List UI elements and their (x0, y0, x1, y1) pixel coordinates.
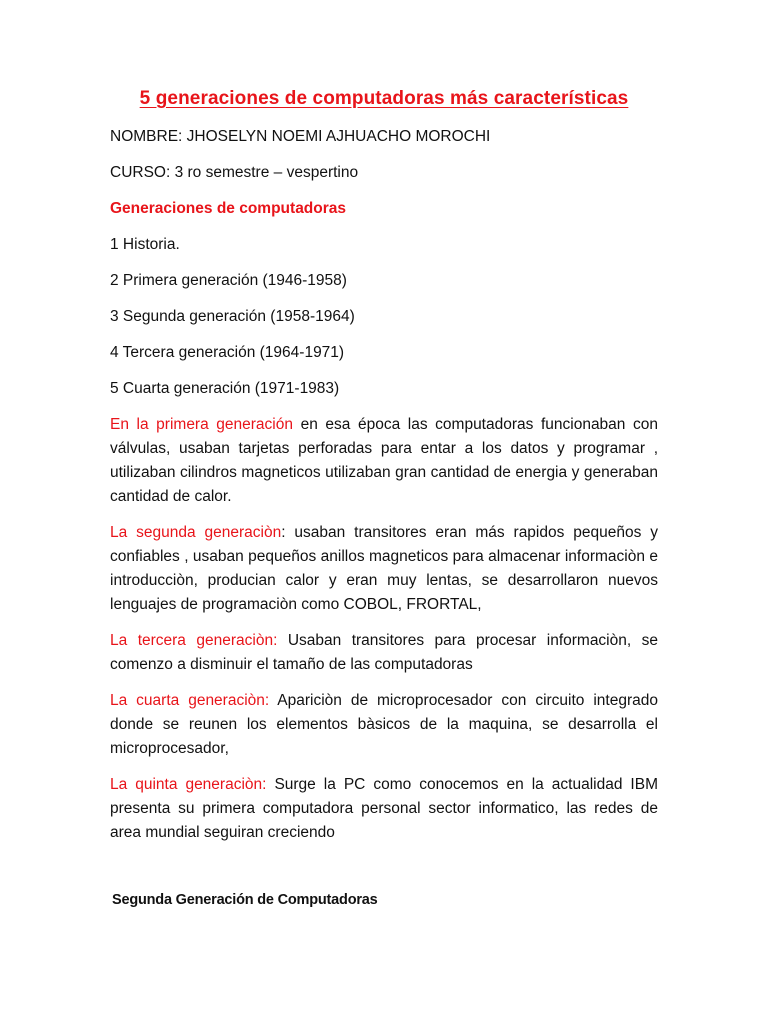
paragraph-lead: La cuarta generaciòn: (110, 692, 270, 709)
paragraph-first-generation (110, 413, 658, 509)
student-name: NOMBRE: JHOSELYN NOEMI AJHUACHO MOROCHI (110, 128, 491, 145)
index-item: 3 Segunda generación (1958-1964) (110, 308, 355, 325)
paragraph-body: Surge la PC como conocemos en la actualidad IBM presenta su primera computadora personal sector informatico, las redes de area mundial seguiran creciendo (110, 776, 658, 841)
course-info: CURSO: 3 ro semestre – vespertino (110, 164, 359, 181)
index-item: 4 Tercera generación (1964-1971) (110, 344, 345, 361)
paragraph-lead: La segunda generaciòn (110, 524, 282, 541)
index-item: 1 Historia. (110, 236, 180, 253)
document-title: 5 generaciones de computadoras más características (139, 88, 629, 109)
paragraph-fifth-generation (110, 773, 658, 845)
section-heading: Generaciones de computadoras (110, 200, 347, 217)
paragraph-lead: La quinta generaciòn: (110, 776, 267, 793)
index-item: 2 Primera generación (1946-1958) (110, 272, 347, 289)
paragraph-fourth-generation (110, 689, 658, 761)
paragraph-body: en esa época las computadoras funcionaban con válvulas, usaban tarjetas perforadas para entar a los datos y programar , utilizaban cilindros magneticos utilizaban gran cantidad de energia y generaban cantidad de calor. (110, 416, 658, 505)
footer-heading: Segunda Generación de Computadoras (112, 892, 378, 908)
paragraph-lead: La tercera generaciòn: (110, 632, 278, 649)
paragraph-body: Usaban transitores para procesar informaciòn, se comenzo a disminuir el tamaño de las computadoras (110, 632, 658, 673)
paragraph-second-generation (110, 521, 658, 617)
paragraph-body: Apariciòn de microprocesador con circuito integrado donde se reunen los elementos bàsicos de la maquina, se desarrolla el microprocesador, (110, 692, 658, 757)
paragraph-lead: En la primera generación (110, 416, 293, 433)
paragraph-body: : usaban transitores eran más rapidos pequeños y confiables , usaban pequeños anillos magneticos para almacenar informaciòn e introducciòn, producian calor y eran muy lentas, se desarrollaron nuevos lenguajes de programaciòn como COBOL, FRORTAL, (110, 524, 658, 613)
index-item: 5 Cuarta generación (1971-1983) (110, 380, 340, 397)
paragraph-third-generation (110, 629, 658, 677)
